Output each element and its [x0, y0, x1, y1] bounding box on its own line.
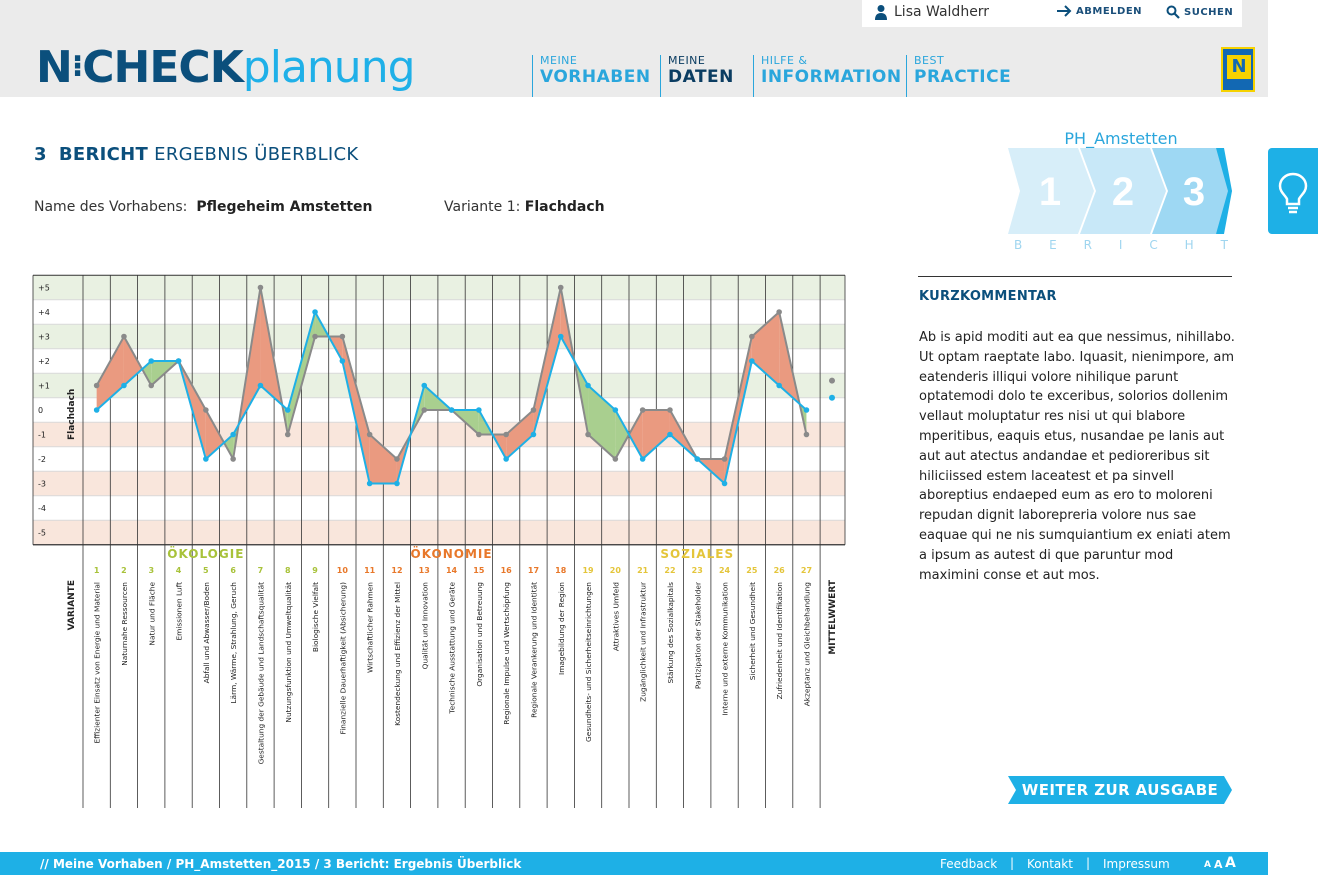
logo-check: CHECK	[82, 42, 243, 93]
nav-best-practice[interactable]	[906, 55, 1011, 97]
category-label: Wirtschaftlicher Rahmen	[365, 582, 375, 674]
band-row	[33, 422, 845, 447]
data-point	[203, 456, 209, 462]
data-point	[94, 407, 100, 413]
category-label: Interne und externe Kommunikation	[720, 582, 730, 716]
data-point	[421, 383, 427, 389]
nav-big-label: PRACTICE	[914, 67, 1012, 87]
band-row	[33, 520, 845, 545]
data-point	[285, 407, 291, 413]
footer-breadcrumb[interactable]: // Meine Vorhaben / PH_Amstetten_2015 / 3 Bericht: Ergebnis Überblick	[40, 857, 522, 871]
category-number: 24	[718, 566, 731, 575]
title-bold: BERICHT	[58, 144, 149, 165]
data-point	[503, 432, 509, 438]
category-label: Lärm, Wärme, Strahlung, Geruch	[229, 582, 239, 704]
category-number: 19	[582, 566, 594, 575]
noe-logo: N	[1221, 47, 1255, 92]
data-point	[558, 285, 564, 291]
category-label: Naturnahe Ressourcen	[119, 582, 129, 666]
category-number: 5	[203, 566, 209, 575]
category-label: Akzeptanz und Gleichbehandlung	[802, 582, 812, 707]
title-rest: ERGEBNIS ÜBERBLICK	[154, 144, 359, 165]
category-number: 17	[527, 566, 540, 575]
current-step-label	[1010, 238, 1232, 252]
category-number: 26	[773, 566, 785, 575]
nav-big-label: DATEN	[668, 67, 734, 87]
project-name: PH_Amstetten	[1064, 129, 1178, 148]
category-label: Imagebildung der Region	[556, 582, 566, 675]
category-number: 23	[691, 566, 703, 575]
data-point	[722, 456, 728, 462]
group-label: ÖKONOMIE	[410, 547, 493, 561]
step-letter: C	[1149, 238, 1158, 252]
category-number: 6	[230, 566, 236, 575]
data-point	[613, 407, 619, 413]
search-label: SUCHEN	[1184, 6, 1234, 18]
user-menu[interactable]	[874, 4, 989, 20]
nav-small-label: MEINE	[668, 54, 706, 67]
mittelwert-point-blue	[829, 395, 835, 401]
data-point	[749, 358, 755, 364]
step-letter: E	[1049, 238, 1057, 252]
nav-big-label: VORHABEN	[540, 67, 651, 87]
data-point	[121, 383, 127, 389]
logout-label: ABMELDEN	[1076, 5, 1143, 17]
category-label: Technische Ausstattung und Geräte	[447, 582, 457, 714]
category-label: Finanzielle Dauerhaftigkeit (Absicherung)	[338, 582, 348, 735]
vorhaben-label: Name des Vorhabens:	[34, 199, 188, 215]
search-link[interactable]	[1166, 5, 1233, 19]
step-letter: T	[1220, 238, 1228, 252]
data-point	[340, 334, 346, 340]
category-label: Zugänglichkeit und Infrastruktur	[638, 582, 648, 702]
category-number: 13	[418, 566, 430, 575]
category-label: Qualität und Innovation	[420, 582, 430, 670]
data-point	[148, 383, 154, 389]
right-margin	[1268, 0, 1328, 875]
step-letter: R	[1083, 238, 1092, 252]
data-point	[558, 334, 564, 340]
y-axis-label: Flachdach	[67, 388, 77, 440]
y-tick-label: -4	[38, 504, 46, 513]
nav-small-label: MEINE	[540, 54, 578, 67]
category-label: Biologische Vielfalt	[311, 582, 321, 653]
data-point	[585, 383, 591, 389]
variante-column-label: VARIANTE	[67, 580, 77, 631]
step-1[interactable]	[1008, 148, 1094, 234]
data-point	[312, 334, 318, 340]
feedback-link[interactable]: Feedback	[940, 857, 998, 871]
data-point	[203, 407, 209, 413]
group-label: ÖKOLOGIE	[167, 547, 245, 561]
logo-planung: planung	[242, 42, 415, 93]
logo-n: N	[36, 42, 72, 93]
data-point	[503, 456, 509, 462]
data-point	[449, 407, 455, 413]
result-chart	[0, 260, 860, 820]
data-point	[694, 456, 700, 462]
data-point	[804, 432, 810, 438]
category-number: 7	[257, 566, 264, 575]
vorhaben-info	[34, 199, 372, 215]
category-number: 27	[800, 566, 813, 575]
data-point	[394, 456, 400, 462]
arrow-right-icon	[1056, 5, 1072, 17]
step-3-number: 3	[1182, 170, 1206, 214]
nav-meine-daten[interactable]	[660, 55, 734, 97]
category-number: 9	[312, 566, 318, 575]
y-tick-label: -3	[38, 479, 46, 489]
category-number: 22	[664, 566, 676, 575]
category-number: 20	[609, 566, 621, 575]
category-number: 14	[445, 566, 458, 575]
data-point	[749, 334, 755, 340]
y-tick-label: +4	[38, 308, 50, 317]
category-number: 11	[364, 566, 376, 575]
category-label: Abfall und Abwasser/Boden	[201, 582, 211, 684]
nav-small-label: HILFE &	[761, 54, 808, 67]
next-button[interactable]	[1008, 776, 1232, 804]
category-number: 12	[391, 566, 403, 575]
logout-link[interactable]	[1056, 5, 1142, 17]
y-tick-label: -2	[38, 455, 46, 464]
category-number: 16	[500, 566, 512, 575]
data-point	[394, 481, 400, 487]
band-row	[33, 496, 845, 521]
category-number: 8	[284, 566, 291, 575]
category-number: 10	[336, 566, 348, 575]
data-point	[613, 456, 619, 462]
y-tick-label: +1	[38, 381, 50, 391]
data-point	[531, 407, 537, 413]
category-number: 25	[746, 566, 758, 575]
category-label: Stärkung des Sozialkapitals	[665, 582, 675, 684]
band-row	[33, 300, 845, 325]
data-point	[476, 407, 482, 413]
data-point	[804, 407, 810, 413]
category-number: 15	[473, 566, 485, 575]
band-row	[33, 324, 845, 349]
data-point	[640, 407, 646, 413]
y-tick-label: +2	[38, 357, 50, 366]
category-number: 4	[175, 566, 182, 575]
data-point	[176, 358, 182, 364]
y-tick-label: +5	[38, 283, 50, 293]
category-label: Nutzungsfunktion und Umweltqualität	[283, 582, 293, 723]
data-point	[667, 432, 673, 438]
step-1-number: 1	[1038, 170, 1062, 214]
variante-label: Variante 1:	[444, 199, 521, 215]
user-name: Lisa Waldherr	[894, 4, 990, 20]
step-indicator	[1008, 148, 1234, 234]
data-point	[531, 432, 537, 438]
nav-meine-vorhaben[interactable]	[532, 55, 651, 97]
kontakt-link[interactable]: Kontakt	[1027, 857, 1073, 871]
data-point	[312, 309, 318, 315]
data-point	[640, 456, 646, 462]
data-point	[230, 456, 236, 462]
category-label: Emissionen Luft	[174, 582, 184, 641]
font-size-large[interactable]: A	[1225, 855, 1236, 871]
data-point	[340, 358, 346, 364]
data-point	[776, 383, 782, 389]
category-label: Organisation und Betreuung	[474, 582, 484, 687]
footer-separator: |	[1010, 856, 1015, 870]
title-step-number: 3	[34, 144, 47, 165]
data-point	[285, 432, 291, 438]
footer-separator: |	[1086, 856, 1091, 870]
nav-big-label: INFORMATION	[761, 67, 902, 87]
footer-bar	[0, 852, 1268, 875]
category-number: 18	[555, 566, 567, 575]
category-number: 2	[121, 566, 127, 575]
mittelwert-column-label: MITTELWWERT	[828, 580, 838, 655]
category-label: Natur und Fläche	[147, 582, 157, 646]
category-number: 3	[148, 566, 155, 575]
hint-button[interactable]	[1268, 148, 1318, 234]
next-button-label: WEITER ZUR AUSGABE	[1021, 781, 1219, 799]
data-point	[776, 309, 782, 315]
data-point	[476, 432, 482, 438]
data-point	[585, 432, 591, 438]
y-tick-label: 0	[38, 406, 44, 415]
category-label: Sicherheit und Gesundheit	[747, 582, 757, 681]
band-row	[33, 275, 845, 300]
nav-small-label: BEST	[914, 54, 945, 67]
data-point	[258, 285, 264, 291]
comment-text: Ab is apid moditi aut ea que nessimus, nihillabo. Ut optam raeptate labo. Iquasit, nienimpore, am eatenderis illiqui volore nihilique parunt optatemodi dolo te exceribus, solorios dollenim vellaut moluptatur res nisi ut qui blabore mperitibus, eaquis etus, nusandae pe lanis aut aut aut atectus andandae et pedioreribus sit hiliciissed estem laceatest et pa sinvell aboreptius endaeped eum as ero to moloreni repudan dignit laborepreria volore nus sae eaquae qui ne nis sumquiantium ex eniati atem a ipsum as autest di que paruntur mod maximini conse et aut mos.	[919, 330, 1235, 583]
data-point	[230, 432, 236, 438]
font-size-small[interactable]: A	[1204, 860, 1211, 870]
user-bar	[862, 0, 1242, 27]
lightbulb-icon	[1268, 148, 1318, 234]
nav-hilfe-information[interactable]	[753, 55, 902, 97]
font-size-medium[interactable]: A	[1214, 858, 1223, 871]
data-point	[722, 481, 728, 487]
logo-dots: ⁝	[71, 49, 83, 84]
category-label: Effizienter Einsatz von Energie und Material	[92, 582, 102, 744]
step-2-number: 2	[1111, 170, 1135, 214]
app-logo[interactable]	[36, 44, 415, 91]
comment-heading: KURZKOMMENTAR	[919, 289, 1057, 304]
variante-value: Flachdach	[524, 199, 605, 215]
y-tick-label: -5	[38, 528, 46, 538]
category-label: Attraktives Umfeld	[611, 582, 621, 652]
category-label: Kostendeckung und Effizienz der Mittel	[392, 582, 402, 726]
vorhaben-value: Pflegeheim Amstetten	[196, 199, 373, 215]
data-point	[121, 334, 127, 340]
group-label: SOZIALES	[660, 547, 735, 561]
data-point	[367, 481, 373, 487]
search-icon	[1166, 5, 1180, 19]
user-icon	[874, 4, 888, 20]
category-label: Zufriedenheit und Identifikation	[775, 582, 785, 700]
y-tick-label: -1	[38, 430, 46, 440]
category-label: Regionale Impulse und Wertschöpfung	[502, 582, 512, 725]
variante-info	[444, 199, 605, 215]
step-letter: H	[1184, 238, 1194, 252]
y-tick-label: +3	[38, 332, 50, 342]
data-point	[148, 358, 154, 364]
category-label: Partizipation der Stakeholder	[693, 582, 703, 690]
category-label: Gestaltung der Gebäude und Landschaftsqualität	[256, 582, 266, 765]
step-letter: B	[1014, 238, 1023, 252]
mittelwert-point-gray	[829, 378, 835, 384]
data-point	[258, 383, 264, 389]
data-point	[667, 407, 673, 413]
data-point	[367, 432, 373, 438]
category-label: Gesundheits- und Sicherheitseinrichtungen	[584, 582, 594, 742]
step-letter: I	[1118, 238, 1123, 252]
category-number: 21	[637, 566, 649, 575]
page-title	[34, 144, 358, 165]
category-label: Regionale Verankerung und Identität	[529, 582, 539, 718]
data-point	[94, 383, 100, 389]
data-point	[421, 407, 427, 413]
comment-divider	[918, 276, 1232, 277]
impressum-link[interactable]: Impressum	[1103, 857, 1170, 871]
category-number: 1	[93, 566, 100, 575]
